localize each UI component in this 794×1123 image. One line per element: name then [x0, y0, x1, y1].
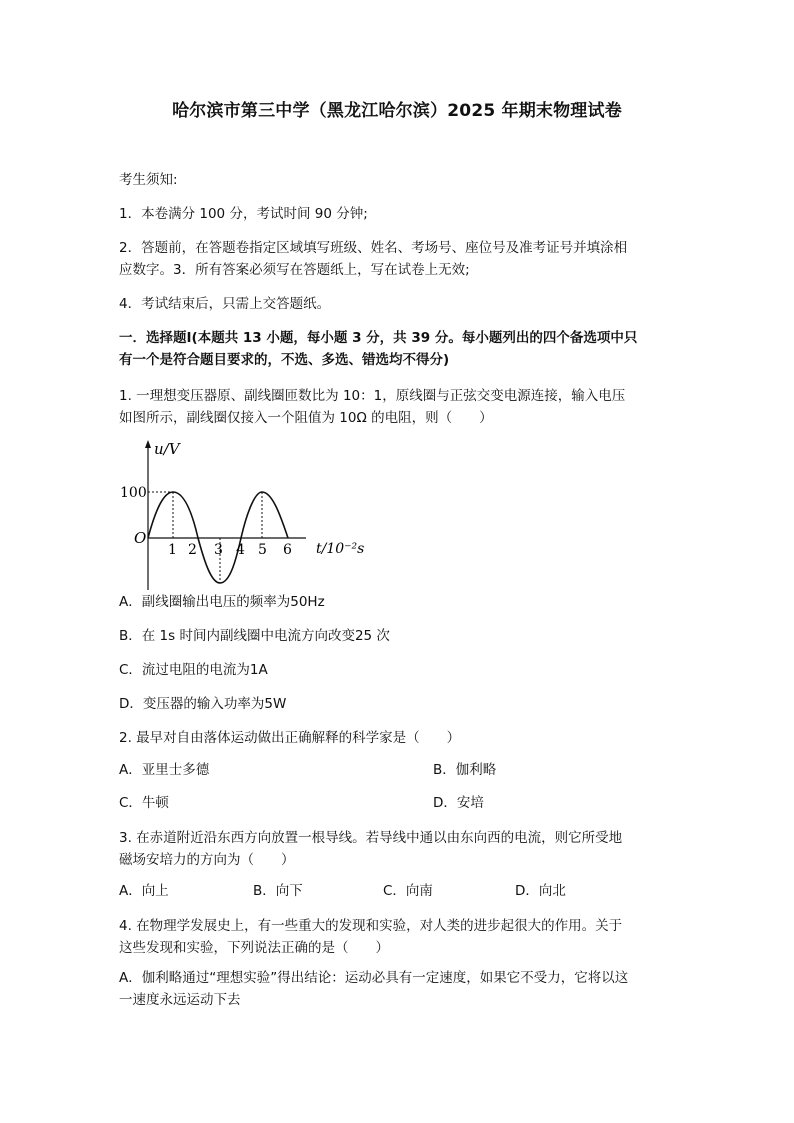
- q1-option-a: A．副线圈输出电压的频率为50Hz: [119, 594, 325, 610]
- q3-option-c: C．向南: [383, 883, 433, 899]
- q2-option-a: A．亚里士多德: [119, 762, 210, 778]
- q2-stem: 2. 最早对自由落体运动做出正确解释的科学家是（ ）: [119, 730, 461, 746]
- notice-item-2-line2: 应数字。3．所有答案必须写在答题纸上，写在试卷上无效;: [119, 262, 470, 278]
- q3-stem-line2: 磁场安培力的方向为（ ）: [119, 852, 295, 868]
- q3-option-b: B．向下: [253, 883, 303, 899]
- q2-option-c: C．牛顿: [119, 795, 169, 811]
- x-tick-5: 5: [258, 542, 267, 558]
- q4-stem-line2: 这些发现和实验，下列说法正确的是（ ）: [119, 940, 389, 956]
- q4-option-a-line2: 一速度永远运动下去: [119, 992, 241, 1008]
- q3-stem-line1: 3. 在赤道附近沿东西方向放置一根导线。若导线中通以由东向西的电流，则它所受地: [119, 830, 623, 846]
- q2-option-b: B．伽利略: [433, 762, 497, 778]
- q1-stem-line1: 1. 一理想变压器原、副线圈匝数比为 10：1，原线圈与正弦交变电源连接，输入电压: [119, 388, 626, 404]
- y-axis-arrow: [145, 440, 151, 448]
- amplitude-label: 100: [120, 485, 147, 501]
- q1-option-b: B．在 1s 时间内副线圈中电流方向改变25 次: [119, 628, 390, 644]
- y-axis-label: u/V: [154, 440, 180, 458]
- q1-stem-line2: 如图所示，副线圈仅接入一个阻值为 10Ω 的电阻，则（ ）: [119, 410, 493, 426]
- x-tick-2: 2: [188, 542, 197, 558]
- q1-option-c: C．流过电阻的电流为1A: [119, 662, 268, 678]
- x-tick-3: 3: [214, 542, 223, 558]
- section-heading-line1: 一．选择题Ⅰ(本题共 13 小题，每小题 3 分，共 39 分。每小题列出的四个备选项中只: [119, 330, 638, 346]
- q1-option-d: D．变压器的输入功率为5W: [119, 696, 287, 712]
- notice-item-1: 1．本卷满分 100 分，考试时间 90 分钟;: [119, 206, 368, 222]
- notice-item-2-line1: 2．答题前，在答题卷指定区域填写班级、姓名、考场号、座位号及准考证号并填涂相: [119, 240, 628, 256]
- origin-label: O: [134, 529, 147, 547]
- q1-voltage-graph: [110, 436, 370, 596]
- notice-item-4: 4．考试结束后，只需上交答题纸。: [119, 296, 331, 312]
- q4-option-a-line1: A．伽利略通过“理想实验”得出结论：运动必具有一定速度，如果它不受力，它将以这: [119, 970, 629, 986]
- q3-option-a: A．向上: [119, 883, 169, 899]
- q2-option-d: D．安培: [433, 795, 484, 811]
- page-title: 哈尔滨市第三中学（黑龙江哈尔滨）2025 年期末物理试卷: [172, 101, 622, 121]
- q4-stem-line1: 4. 在物理学发展史上，有一些重大的发现和实验，对人类的进步起很大的作用。关于: [119, 918, 623, 934]
- x-tick-6: 6: [283, 542, 292, 558]
- x-tick-4: 4: [236, 542, 245, 558]
- q3-option-d: D．向北: [515, 883, 566, 899]
- x-tick-1: 1: [168, 542, 177, 558]
- section-heading-line2: 有一个是符合题目要求的，不选、多选、错选均不得分): [119, 352, 450, 368]
- notice-heading: 考生须知:: [119, 172, 178, 188]
- x-axis-label: t/10⁻²s: [316, 541, 365, 557]
